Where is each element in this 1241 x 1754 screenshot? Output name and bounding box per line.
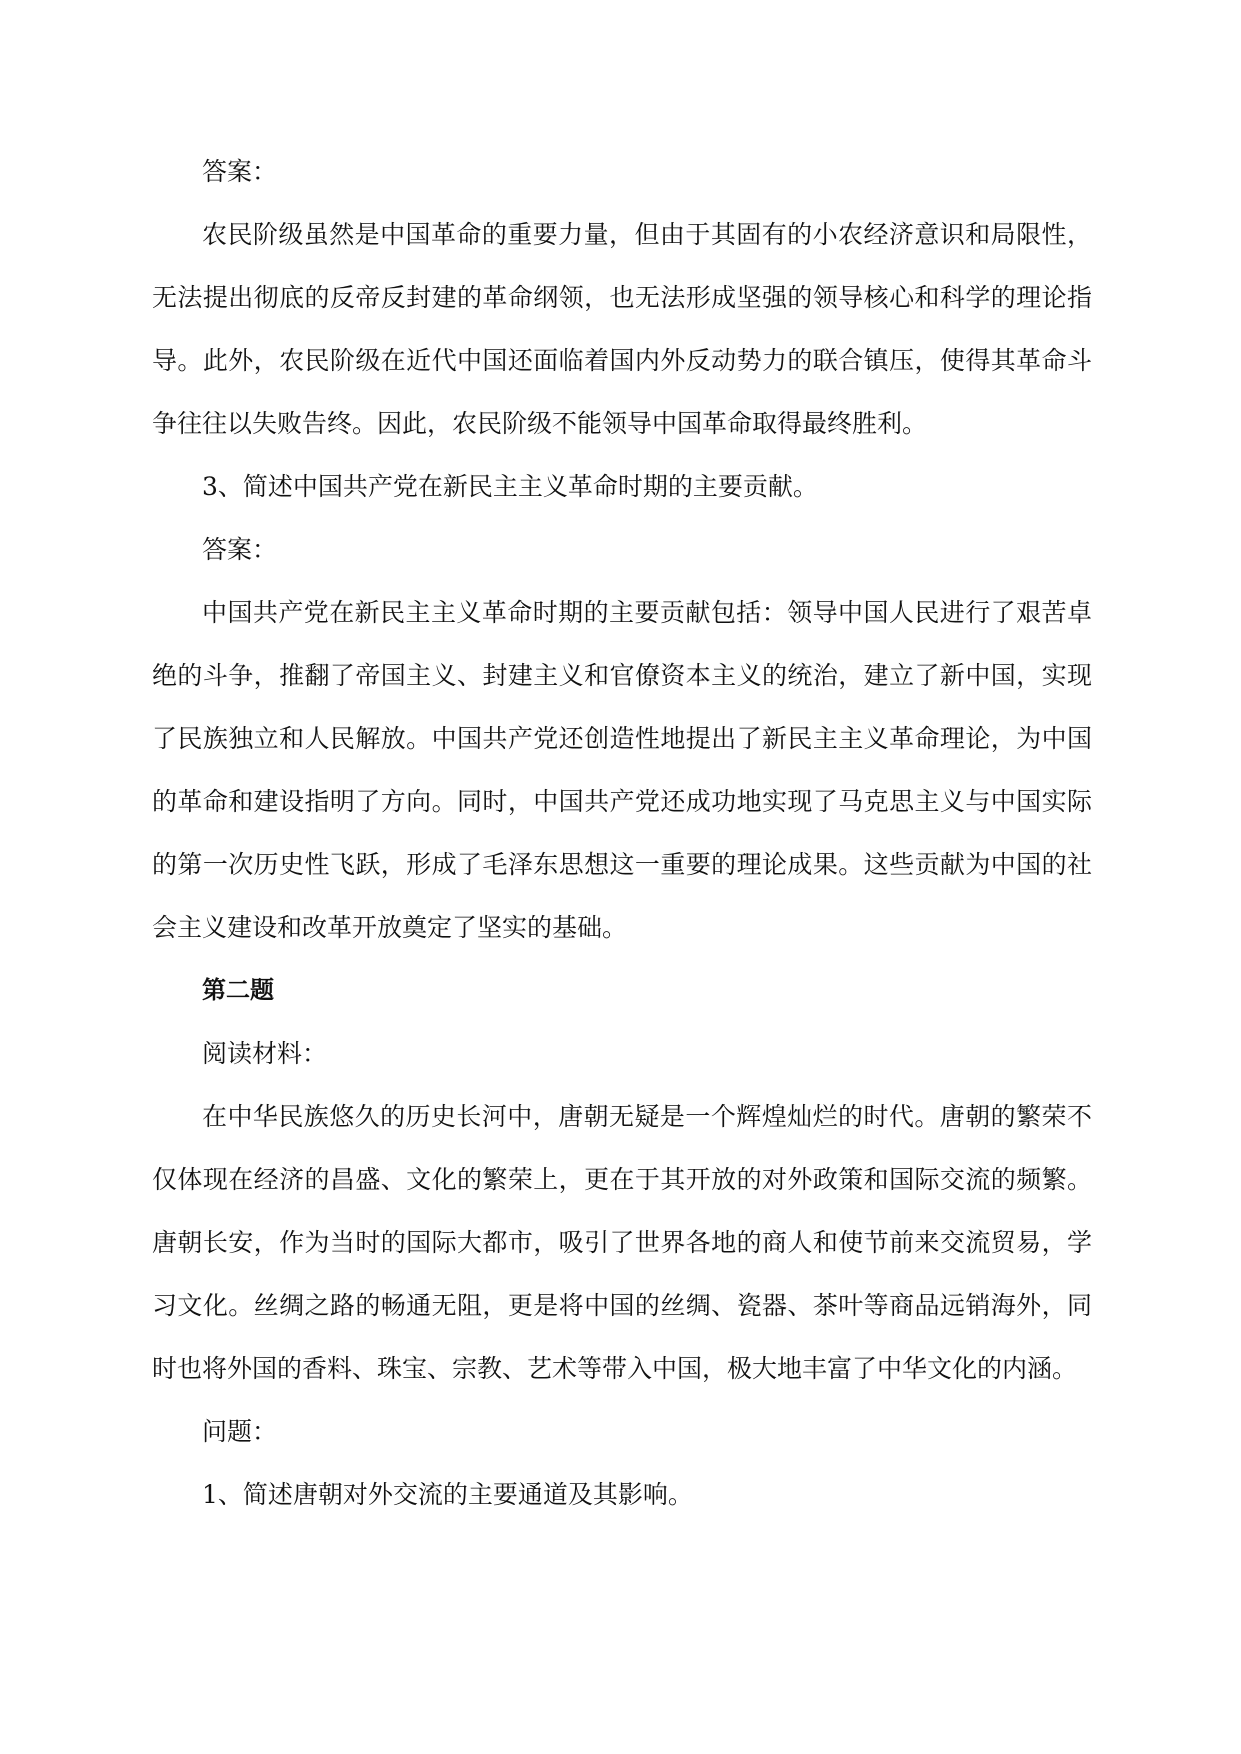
answer-paragraph-cpc-contributions: 中国共产党在新民主主义革命时期的主要贡献包括：领导中国人民进行了艰苦卓绝的斗争，推翻了帝国主义、封建主义和官僚资本主义的统治，建立了新中国，实现了民族独立和人民解放。中国共产党还创造性地提出了新民主主义革命理论，为中国的革命和建设指明了方向。同时，中国共产党还成功地实现了马克思主义与中国实际的第一次历史性飞跃，形成了毛泽东思想这一重要的理论成果。这些贡献为中国的社会主义建设和改革开放奠定了坚实的基础。 xyxy=(152,598,1092,942)
answer-label-1: 答案： xyxy=(202,157,278,186)
question-3: 3、简述中国共产党在新民主主义革命时期的主要贡献。 xyxy=(202,472,818,501)
section-heading-question-two: 第二题 xyxy=(202,976,274,1004)
answer-paragraph-peasant-class: 农民阶级虽然是中国革命的重要力量，但由于其固有的小农经济意识和局限性，无法提出彻底的反帝反封建的革命纲领，也无法形成坚强的领导核心和科学的理论指导。此外，农民阶级在近代中国还面临着国内外反动势力的联合镇压，使得其革命斗争往往以失败告终。因此，农民阶级不能领导中国革命取得最终胜利。 xyxy=(152,220,1092,438)
answer-label-2: 答案： xyxy=(202,535,278,564)
document-body xyxy=(152,140,1092,1526)
reading-material-label: 阅读材料： xyxy=(202,1039,328,1068)
reading-material-paragraph: 在中华民族悠久的历史长河中，唐朝无疑是一个辉煌灿烂的时代。唐朝的繁荣不仅体现在经济的昌盛、文化的繁荣上，更在于其开放的对外政策和国际交流的频繁。唐朝长安，作为当时的国际大都市，吸引了世界各地的商人和使节前来交流贸易，学习文化。丝绸之路的畅通无阻，更是将中国的丝绸、瓷器、茶叶等商品远销海外，同时也将外国的香料、珠宝、宗教、艺术等带入中国，极大地丰富了中华文化的内涵。 xyxy=(152,1102,1092,1383)
question-1: 1、简述唐朝对外交流的主要通道及其影响。 xyxy=(202,1480,693,1509)
questions-label: 问题： xyxy=(202,1417,278,1446)
